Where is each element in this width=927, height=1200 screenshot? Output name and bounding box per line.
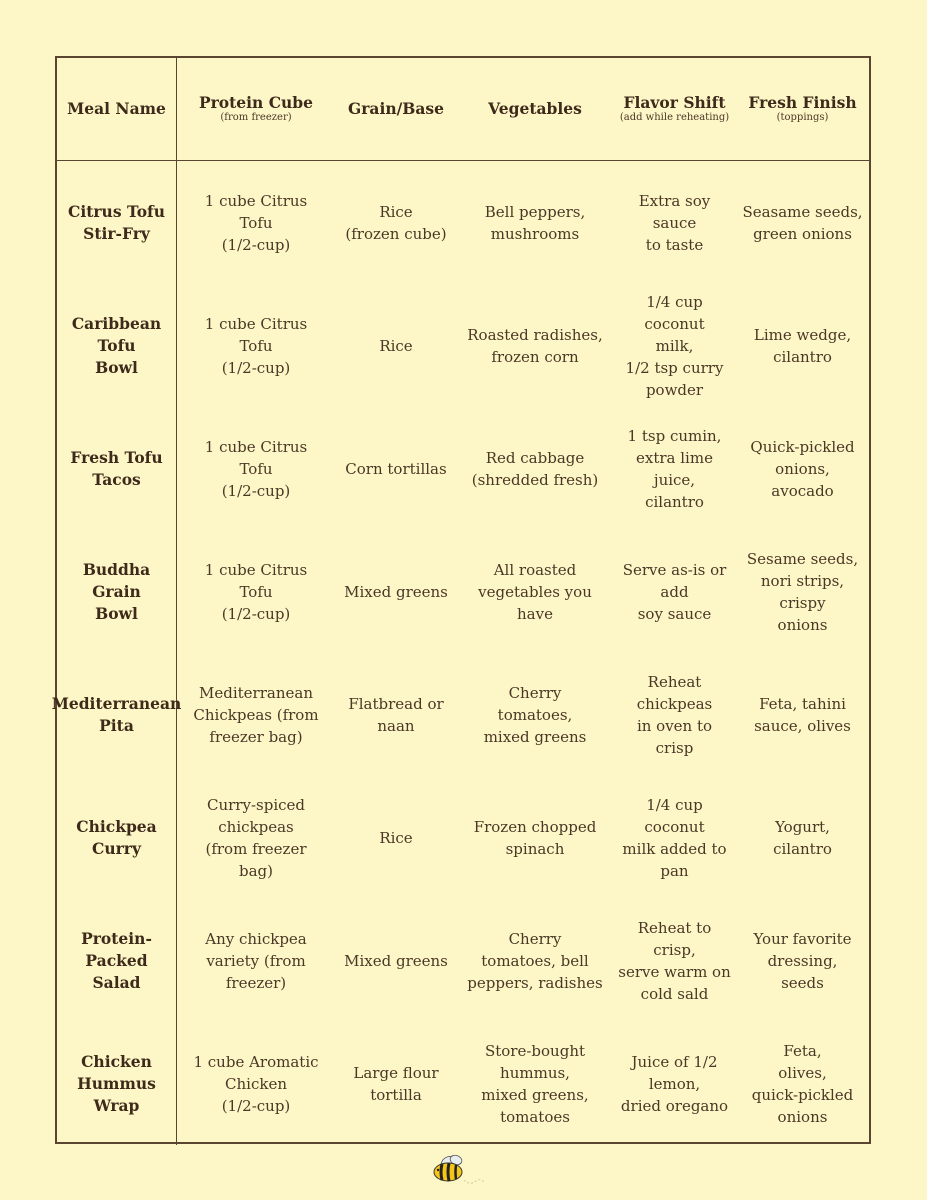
cell-text: mushrooms bbox=[490, 224, 580, 243]
cell-text: freezer) bbox=[225, 973, 287, 992]
meal-name-cell bbox=[57, 776, 177, 899]
cell-text: pan bbox=[660, 861, 689, 880]
cell-text: olives, bbox=[778, 1063, 827, 1082]
cell-text: Reheat to crisp, bbox=[637, 918, 712, 959]
cell-text: Mediterranean bbox=[199, 683, 313, 702]
cell-text: Curry-spiced bbox=[207, 795, 305, 814]
cell-text: Protein-Packed bbox=[81, 928, 152, 970]
cell-text: Rice bbox=[379, 336, 413, 355]
grain-cell bbox=[335, 899, 457, 1022]
cell-text: onions bbox=[777, 1107, 828, 1126]
cell-text: Bowl bbox=[95, 603, 138, 623]
cell-text: 1 cube Citrus bbox=[204, 191, 308, 210]
grain-cell bbox=[335, 161, 457, 284]
protein-cell bbox=[177, 161, 335, 284]
grain-cell bbox=[335, 653, 457, 776]
cell-text: Salad bbox=[92, 972, 141, 992]
cell-text: naan bbox=[377, 716, 415, 735]
cell-text: Buddha Grain bbox=[82, 559, 151, 601]
meal-name-cell bbox=[57, 899, 177, 1022]
cell-text: tomatoes, bbox=[497, 705, 573, 724]
header-title: Vegetables bbox=[488, 99, 582, 118]
cell-text: freezer bag) bbox=[209, 727, 303, 746]
cell-text: Tofu bbox=[239, 582, 273, 601]
cell-text: Serve as-is or add bbox=[622, 560, 727, 601]
cell-text: Reheat chickpeas bbox=[636, 672, 713, 713]
meal-name-cell bbox=[57, 1022, 177, 1145]
cell-text: milk added to bbox=[622, 839, 727, 858]
cell-text: serve warm on bbox=[618, 962, 731, 981]
cell-text: Pita bbox=[99, 715, 134, 735]
header-title: Grain/Base bbox=[348, 99, 444, 118]
vegetables-cell bbox=[457, 899, 613, 1022]
cell-text: quick-pickled bbox=[751, 1085, 854, 1104]
cell-text: Roasted radishes, bbox=[467, 325, 603, 344]
cell-text: Tacos bbox=[92, 469, 141, 489]
finish-cell bbox=[736, 161, 869, 284]
cell-text: Tofu bbox=[239, 336, 273, 355]
cell-text: Chickpea Curry bbox=[76, 816, 157, 858]
cell-text: mixed greens bbox=[483, 727, 587, 746]
meal-plan-table bbox=[51, 56, 871, 1144]
cell-text: powder bbox=[645, 380, 704, 399]
meal-name-cell bbox=[57, 284, 177, 407]
cell-text: Flatbread or bbox=[348, 694, 444, 713]
protein-cell bbox=[177, 407, 335, 530]
grain-cell bbox=[335, 407, 457, 530]
cell-text: Rice bbox=[379, 202, 413, 221]
cell-text: vegetables you bbox=[478, 582, 592, 601]
cell-text: 1/4 cup coconut bbox=[644, 292, 705, 333]
cell-text: (1/2-cup) bbox=[221, 358, 291, 377]
cell-text: chickpeas bbox=[218, 817, 294, 836]
cell-text: (1/2-cup) bbox=[221, 481, 291, 500]
cell-text: All roasted bbox=[493, 560, 577, 579]
cell-text: dried oregano bbox=[620, 1096, 729, 1115]
cell-text: Lime wedge, bbox=[753, 325, 852, 344]
finish-cell bbox=[736, 776, 869, 899]
cell-text: Extra soy sauce bbox=[638, 191, 711, 232]
cell-text: have bbox=[517, 604, 553, 623]
cell-text: Caribbean Tofu bbox=[71, 313, 162, 355]
cell-text: Chicken bbox=[225, 1074, 287, 1093]
cell-text: (1/2-cup) bbox=[221, 604, 291, 623]
cell-text: frozen corn bbox=[491, 347, 579, 366]
cell-text: (1/2-cup) bbox=[221, 1096, 291, 1115]
cell-text: Red cabbage bbox=[485, 448, 585, 467]
header-flavor-shift bbox=[613, 58, 736, 161]
header-subtitle: (add while reheating) bbox=[619, 112, 730, 123]
cell-text: Quick-pickled bbox=[750, 437, 855, 456]
cell-text: cilantro bbox=[773, 347, 832, 366]
cell-text: Store-bought bbox=[484, 1041, 586, 1060]
cell-text: Bowl bbox=[95, 357, 138, 377]
cell-text: cilantro bbox=[645, 492, 704, 511]
cell-text: lemon, bbox=[648, 1074, 701, 1093]
vegetables-cell bbox=[457, 161, 613, 284]
grain-cell bbox=[335, 1022, 457, 1145]
cell-text: Mixed greens bbox=[344, 582, 448, 601]
cell-text: Citrus Tofu bbox=[68, 201, 165, 221]
header-protein-cube bbox=[177, 58, 335, 161]
cell-text: Any chickpea bbox=[205, 929, 307, 948]
header-subtitle: (from freezer) bbox=[220, 112, 292, 123]
finish-cell bbox=[736, 1022, 869, 1145]
cell-text: Tofu bbox=[239, 213, 273, 232]
flavor-cell bbox=[613, 407, 736, 530]
flavor-cell bbox=[613, 530, 736, 653]
finish-cell bbox=[736, 899, 869, 1022]
cell-text: hummus, bbox=[500, 1063, 570, 1082]
cell-text: onions bbox=[777, 615, 828, 634]
cell-text: dressing, bbox=[767, 951, 838, 970]
flavor-cell bbox=[613, 653, 736, 776]
flavor-cell bbox=[613, 1022, 736, 1145]
vegetables-cell bbox=[457, 407, 613, 530]
protein-cell bbox=[177, 899, 335, 1022]
cell-text: (from freezer bbox=[205, 839, 307, 858]
protein-cell bbox=[177, 653, 335, 776]
protein-cell bbox=[177, 530, 335, 653]
cell-text: onions, bbox=[775, 459, 830, 478]
cell-text: (shredded fresh) bbox=[471, 470, 599, 489]
header-fresh-finish bbox=[736, 58, 869, 161]
cell-text: bag) bbox=[239, 861, 273, 880]
cell-text: (frozen cube) bbox=[345, 224, 447, 243]
cell-text: 1 cube Citrus bbox=[204, 437, 308, 456]
protein-cell bbox=[177, 1022, 335, 1145]
cell-text: Chickpeas (from bbox=[193, 705, 319, 724]
cell-text: green onions bbox=[753, 224, 852, 243]
cell-text: Juice of 1/2 bbox=[631, 1052, 718, 1071]
flavor-cell bbox=[613, 899, 736, 1022]
meal-name-cell bbox=[57, 161, 177, 284]
cell-text: Cherry bbox=[508, 929, 562, 948]
cell-text: tomatoes, bell bbox=[481, 951, 589, 970]
cell-text: variety (from bbox=[206, 951, 306, 970]
cell-text: Mediterranean bbox=[51, 693, 182, 713]
cell-text: cold sald bbox=[640, 984, 709, 1003]
cell-text: 1 cube Citrus bbox=[204, 314, 308, 333]
cell-text: soy sauce bbox=[637, 604, 712, 623]
cell-text: extra lime juice, bbox=[636, 448, 713, 489]
flavor-cell bbox=[613, 161, 736, 284]
cell-text: 1 tsp cumin, bbox=[627, 426, 722, 445]
grain-cell bbox=[335, 284, 457, 407]
grain-cell bbox=[335, 776, 457, 899]
cell-text: avocado bbox=[771, 481, 834, 500]
cell-text: to taste bbox=[645, 235, 704, 254]
header-title: Protein Cube bbox=[198, 93, 314, 112]
flavor-cell bbox=[613, 776, 736, 899]
header-grain-base bbox=[335, 58, 457, 161]
cell-text: Seasame seeds, bbox=[742, 202, 863, 221]
cell-text: Corn tortillas bbox=[345, 459, 447, 478]
cell-text: Chicken bbox=[81, 1051, 152, 1071]
finish-cell bbox=[736, 407, 869, 530]
bee-icon bbox=[430, 1150, 500, 1190]
cell-text: nori strips, crispy bbox=[760, 571, 845, 612]
cell-text: Large flour bbox=[353, 1063, 439, 1082]
flavor-cell bbox=[613, 284, 736, 407]
cell-text: Feta, tahini bbox=[759, 694, 846, 713]
cell-text: cilantro bbox=[773, 839, 832, 858]
header-meal-name bbox=[57, 58, 177, 161]
cell-text: Yogurt, bbox=[775, 817, 830, 836]
header-title: Flavor Shift bbox=[623, 93, 726, 112]
protein-cell bbox=[177, 776, 335, 899]
cell-text: 1 cube Aromatic bbox=[193, 1052, 319, 1071]
grain-cell bbox=[335, 530, 457, 653]
header-vegetables bbox=[457, 58, 613, 161]
protein-cell bbox=[177, 284, 335, 407]
vegetables-cell bbox=[457, 284, 613, 407]
table-grid bbox=[51, 58, 869, 1142]
cell-text: mixed greens, bbox=[481, 1085, 589, 1104]
header-subtitle: (toppings) bbox=[776, 112, 829, 123]
cell-text: Frozen chopped bbox=[473, 817, 597, 836]
cell-text: Tofu bbox=[239, 459, 273, 478]
vegetables-cell bbox=[457, 1022, 613, 1145]
meal-name-cell bbox=[57, 530, 177, 653]
cell-text: tomatoes bbox=[500, 1107, 570, 1126]
cell-text: Your favorite bbox=[753, 929, 852, 948]
cell-text: Mixed greens bbox=[344, 951, 448, 970]
finish-cell bbox=[736, 653, 869, 776]
cell-text: milk, bbox=[655, 336, 694, 355]
vegetables-cell bbox=[457, 776, 613, 899]
cell-text: peppers, radishes bbox=[467, 973, 603, 992]
meal-name-cell bbox=[57, 407, 177, 530]
cell-text: Bell peppers, bbox=[484, 202, 586, 221]
cell-text: 1/2 tsp curry bbox=[625, 358, 724, 377]
cell-text: Cherry bbox=[508, 683, 562, 702]
cell-text: Fresh Tofu bbox=[70, 447, 163, 467]
cell-text: (1/2-cup) bbox=[221, 235, 291, 254]
header-title: Meal Name bbox=[67, 99, 166, 118]
cell-text: in oven to crisp bbox=[636, 716, 713, 757]
vegetables-cell bbox=[457, 653, 613, 776]
cell-text: 1 cube Citrus bbox=[204, 560, 308, 579]
meal-name-cell bbox=[51, 653, 182, 776]
vegetables-cell bbox=[457, 530, 613, 653]
finish-cell bbox=[736, 530, 869, 653]
cell-text: Feta, bbox=[783, 1041, 822, 1060]
cell-text: spinach bbox=[505, 839, 565, 858]
cell-text: seeds bbox=[781, 973, 824, 992]
cell-text: Wrap bbox=[93, 1095, 140, 1115]
cell-text: Rice bbox=[379, 828, 413, 847]
cell-text: Stir-Fry bbox=[83, 223, 150, 243]
cell-text: Hummus bbox=[77, 1073, 156, 1093]
cell-text: 1/4 cup coconut bbox=[644, 795, 705, 836]
cell-text: tortilla bbox=[370, 1085, 422, 1104]
header-title: Fresh Finish bbox=[748, 93, 857, 112]
finish-cell bbox=[736, 284, 869, 407]
cell-text: Sesame seeds, bbox=[746, 549, 859, 568]
cell-text: sauce, olives bbox=[754, 716, 851, 735]
